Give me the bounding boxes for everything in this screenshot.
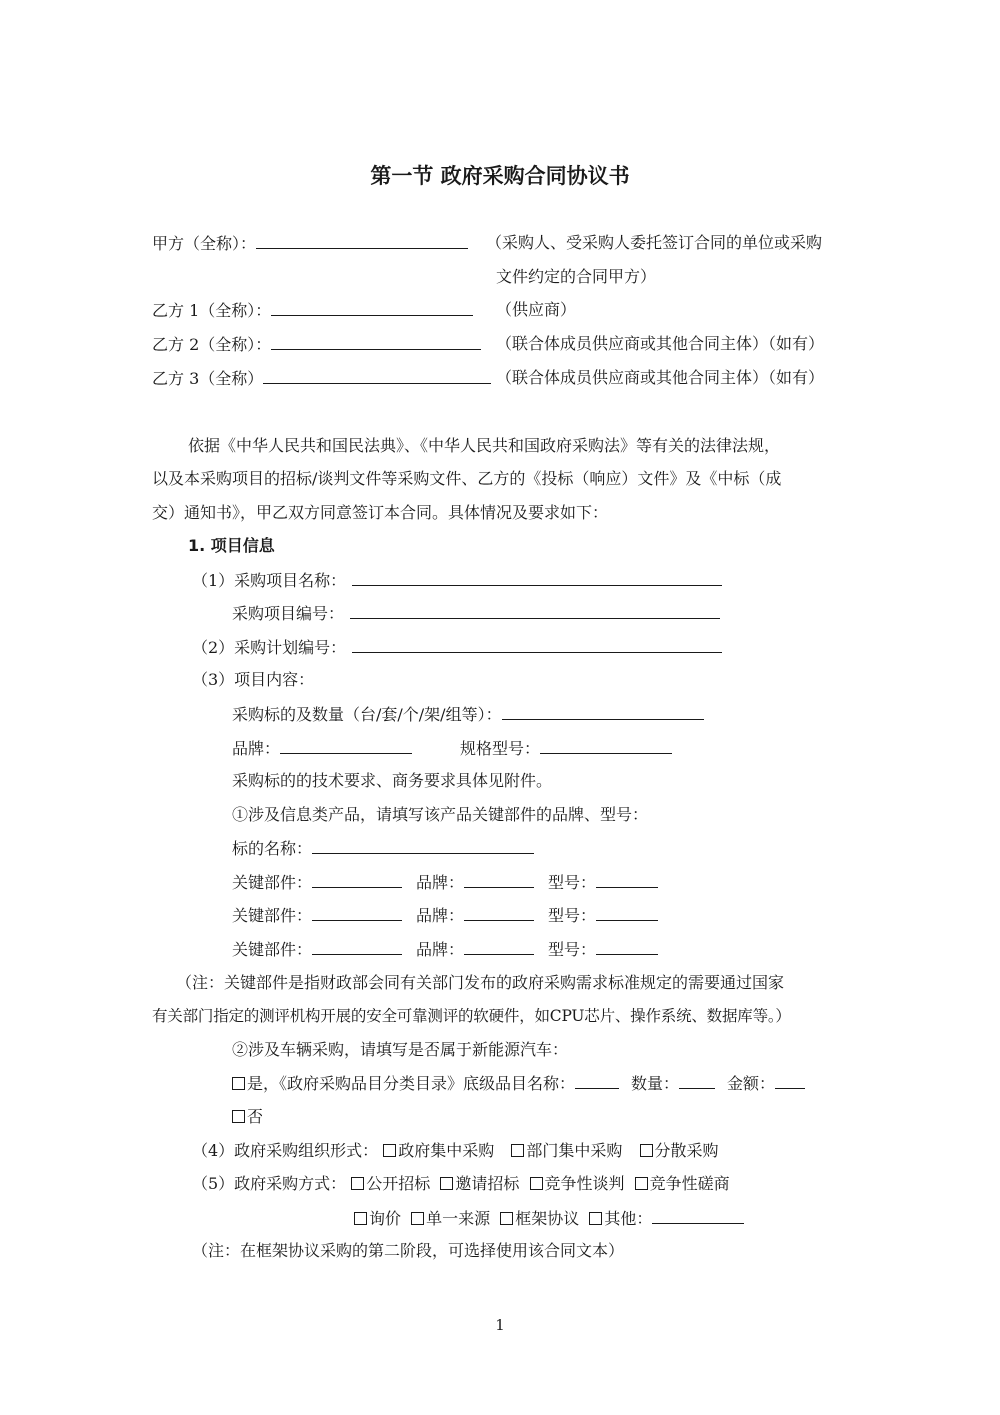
org-form-row: [192, 1141, 719, 1161]
org-option-checkbox[interactable]: [383, 1144, 396, 1157]
key-part-brand-row: [416, 872, 534, 893]
other-field[interactable]: [652, 1208, 744, 1224]
brand-label: 品牌：: [232, 739, 281, 758]
catalog-item-field[interactable]: [575, 1073, 619, 1089]
plan-number-field[interactable]: [352, 637, 722, 653]
vehicle-yes-row: [232, 1073, 805, 1094]
key-part-row: [232, 872, 402, 893]
procurement-mode-label: （5）政府采购方式：: [192, 1174, 347, 1193]
party-a-row: [152, 233, 468, 254]
intro-line-3: 交）通知书》，甲乙双方同意签订本合同。具体情况及要求如下：: [152, 503, 609, 522]
key-part-model-label: 型号：: [548, 873, 597, 892]
mode-checkbox[interactable]: [589, 1212, 602, 1225]
project-number-row: [232, 603, 720, 624]
mode-checkbox[interactable]: [351, 1177, 364, 1190]
mode-option-label: 公开招标: [366, 1174, 431, 1193]
key-part-note-1: （注：关键部件是指财政部会同有关部门发布的政府采购需求标准规定的需要通过国家: [176, 973, 785, 992]
key-part-model-label: 型号：: [548, 940, 597, 959]
key-part-model-field[interactable]: [596, 905, 658, 921]
quantity-label: 采购标的及数量（台/套/个/架/组等）：: [232, 705, 502, 724]
framework-note: （注：在框架协议采购的第二阶段，可选择使用该合同文本）: [192, 1241, 625, 1260]
mode-option-label: 框架协议: [515, 1209, 580, 1228]
key-part-model-row: [548, 939, 658, 960]
vehicle-quantity-field[interactable]: [679, 1073, 715, 1089]
key-part-field[interactable]: [312, 939, 402, 955]
project-name-field[interactable]: [352, 570, 722, 586]
key-part-model-field[interactable]: [596, 939, 658, 955]
intro-line-1: 依据《中华人民共和国民法典》、《中华人民共和国政府采购法》等有关的法律法规，: [188, 436, 781, 455]
key-part-label: 关键部件：: [232, 873, 313, 892]
key-part-model-field[interactable]: [596, 872, 658, 888]
party-a-label: 甲方（全称）：: [152, 234, 257, 253]
project-number-label: 采购项目编号：: [232, 604, 345, 623]
no-checkbox[interactable]: [232, 1110, 245, 1123]
plan-number-row: [192, 637, 722, 658]
party-a-note-1: （采购人、受采购人委托签订合同的单位或采购: [486, 233, 823, 252]
key-part-model-row: [548, 872, 658, 893]
party-b1-note: （供应商）: [496, 300, 577, 319]
key-part-brand-row: [416, 905, 534, 926]
key-part-model-row: [548, 905, 658, 926]
org-option-checkbox[interactable]: [511, 1144, 524, 1157]
vehicle-no-row: [232, 1107, 263, 1127]
key-part-label: 关键部件：: [232, 940, 313, 959]
model-label: 规格型号：: [460, 739, 541, 758]
other-label: 其他：: [604, 1209, 653, 1228]
mode-checkbox[interactable]: [635, 1177, 648, 1190]
info-product-note: ①涉及信息类产品，请填写该产品关键部件的品牌、型号：: [232, 805, 649, 824]
party-b2-row: [152, 334, 481, 355]
key-part-row: [232, 939, 402, 960]
no-label: 否: [247, 1107, 264, 1126]
org-option-label: 分散采购: [654, 1141, 719, 1160]
vehicle-quantity-label: 数量：: [631, 1074, 680, 1093]
key-part-model-label: 型号：: [548, 906, 597, 925]
key-part-brand-field[interactable]: [464, 872, 534, 888]
vehicle-question: ②涉及车辆采购，请填写是否属于新能源汽车：: [232, 1040, 569, 1059]
item-name-field[interactable]: [312, 838, 534, 854]
mode-checkbox[interactable]: [530, 1177, 543, 1190]
yes-label: 是，《政府采购品目分类目录》底级品目名称：: [247, 1074, 576, 1093]
brand-field[interactable]: [280, 738, 412, 754]
mode-checkbox[interactable]: [440, 1177, 453, 1190]
item-name-row: [232, 838, 534, 859]
quantity-row: [232, 704, 704, 725]
mode-checkbox[interactable]: [354, 1212, 367, 1225]
mode-checkbox[interactable]: [500, 1212, 513, 1225]
page-number: 1: [495, 1316, 505, 1334]
project-name-row: [192, 570, 722, 591]
party-b3-note: （联合体成员供应商或其他合同主体）（如有）: [496, 368, 825, 387]
yes-checkbox[interactable]: [232, 1077, 245, 1090]
mode-option-label: 竞争性磋商: [649, 1174, 730, 1193]
procurement-mode-row-2: [354, 1208, 744, 1229]
quantity-field[interactable]: [502, 704, 704, 720]
project-content-label: （3）项目内容：: [192, 670, 315, 689]
key-part-brand-field[interactable]: [464, 939, 534, 955]
party-b3-label: 乙方 3（全称）: [152, 369, 264, 388]
party-b2-label: 乙方 2（全称）：: [152, 335, 272, 354]
intro-line-2: 以及本采购项目的招标/谈判文件等采购文件、乙方的《投标（响应）文件》及《中标（成: [152, 469, 782, 488]
plan-number-label: （2）采购计划编号：: [192, 638, 347, 657]
mode-option-label: 询价: [369, 1209, 402, 1228]
mode-option-label: 邀请招标: [455, 1174, 520, 1193]
key-part-brand-label: 品牌：: [416, 906, 465, 925]
party-a-note-2: 文件约定的合同甲方）: [496, 267, 657, 286]
model-row: [460, 738, 672, 759]
model-field[interactable]: [540, 738, 672, 754]
key-part-row: [232, 905, 402, 926]
page-title: 第一节 政府采购合同协议书: [370, 164, 630, 188]
key-part-note-2: 有关部门指定的测评机构开展的安全可靠测评的软硬件，如CPU芯片、操作系统、数据库等。）: [152, 1007, 791, 1025]
key-part-field[interactable]: [312, 905, 402, 921]
party-b1-field[interactable]: [271, 300, 473, 316]
key-part-label: 关键部件：: [232, 906, 313, 925]
tech-requirements: 采购标的的技术要求、商务要求具体见附件。: [232, 771, 553, 790]
party-b2-field[interactable]: [271, 334, 481, 350]
brand-row: [232, 738, 412, 759]
vehicle-amount-label: 金额：: [727, 1074, 776, 1093]
org-form-label: （4）政府采购组织形式：: [192, 1141, 379, 1160]
procurement-mode-row: [192, 1174, 730, 1194]
party-b3-field[interactable]: [263, 368, 491, 384]
vehicle-amount-field[interactable]: [775, 1073, 805, 1089]
key-part-brand-label: 品牌：: [416, 940, 465, 959]
key-part-brand-label: 品牌：: [416, 873, 465, 892]
org-option-checkbox[interactable]: [640, 1144, 653, 1157]
party-b2-note: （联合体成员供应商或其他合同主体）（如有）: [496, 334, 825, 353]
key-part-brand-field[interactable]: [464, 905, 534, 921]
party-b3-row: [152, 368, 491, 389]
mode-option-label: 竞争性谈判: [544, 1174, 625, 1193]
key-part-brand-row: [416, 939, 534, 960]
party-b1-row: [152, 300, 473, 321]
org-option-label: 政府集中采购: [398, 1141, 495, 1160]
org-option-label: 部门集中采购: [526, 1141, 623, 1160]
mode-option-label: 单一来源: [426, 1209, 491, 1228]
party-b1-label: 乙方 1（全称）：: [152, 301, 272, 320]
party-a-field[interactable]: [256, 233, 468, 249]
project-name-label: （1）采购项目名称：: [192, 571, 347, 590]
project-number-field[interactable]: [350, 603, 720, 619]
mode-checkbox[interactable]: [411, 1212, 424, 1225]
item-name-label: 标的名称：: [232, 839, 313, 858]
section-heading: 1. 项目信息: [188, 536, 275, 555]
key-part-field[interactable]: [312, 872, 402, 888]
